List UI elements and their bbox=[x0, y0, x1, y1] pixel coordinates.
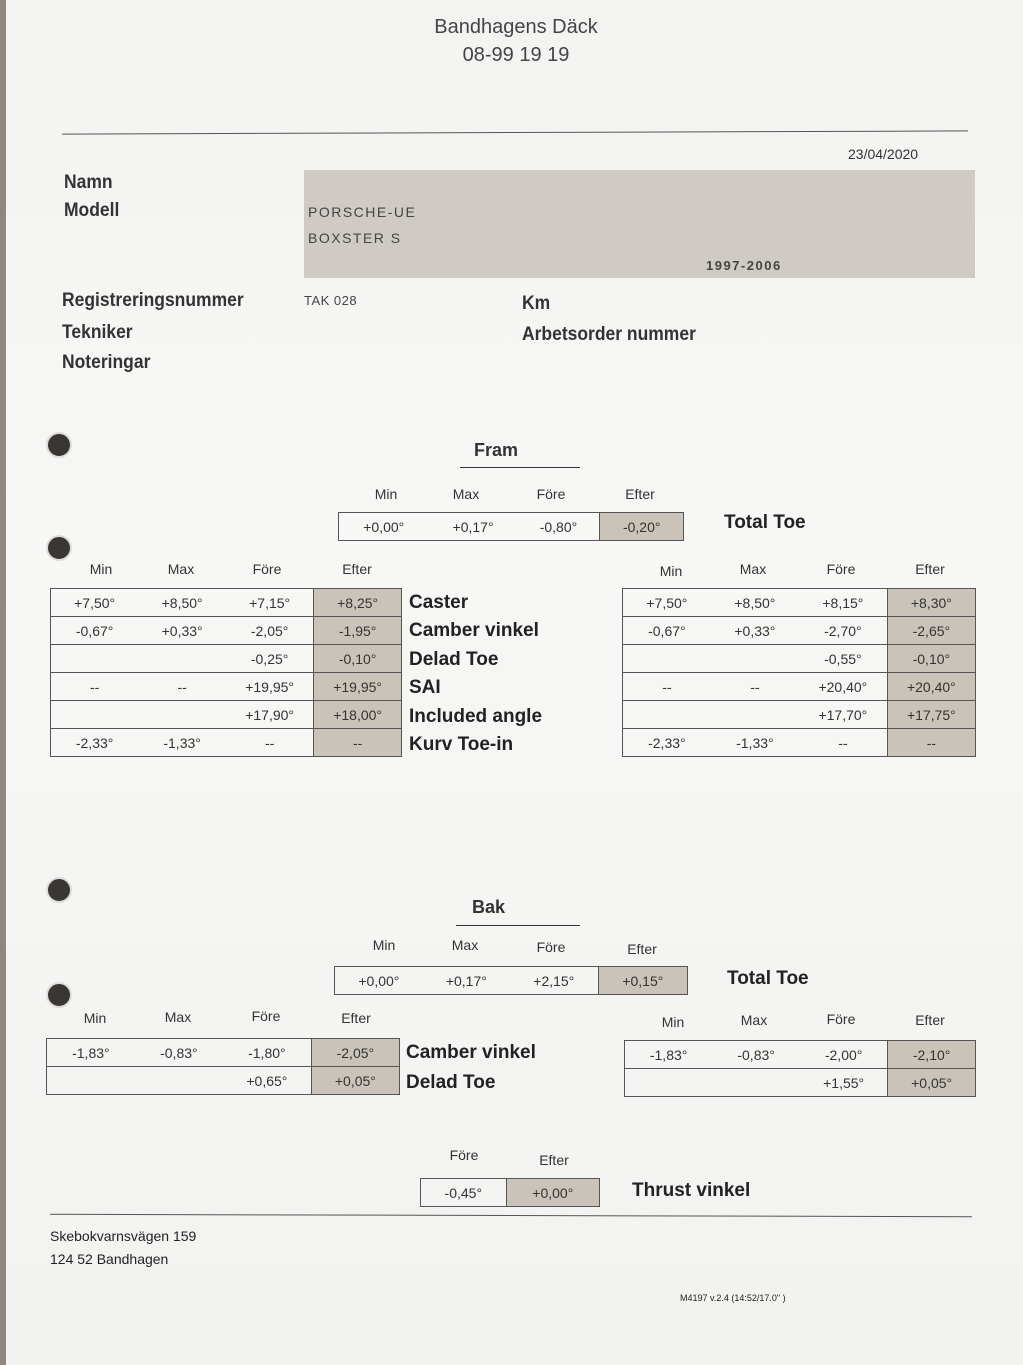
bak-left-min-cell: -1,83° bbox=[47, 1039, 135, 1067]
fram-total-toe-table bbox=[338, 512, 684, 541]
fram-left-max-cell bbox=[138, 701, 226, 729]
fram-right-fore-cell: +8,15° bbox=[799, 589, 887, 617]
fram-right-table bbox=[622, 588, 976, 757]
fram-row-label-sai: SAI bbox=[409, 677, 441, 698]
fram-left-min-cell: -0,67° bbox=[51, 617, 139, 645]
col-efter: Efter bbox=[915, 561, 945, 577]
model-box bbox=[304, 170, 975, 278]
table-row bbox=[51, 729, 402, 757]
table-row bbox=[625, 1069, 976, 1097]
bak-right-max-cell bbox=[712, 1069, 800, 1097]
bak-left-fore-cell: +0,65° bbox=[223, 1067, 311, 1095]
col-efter: Efter bbox=[341, 1010, 371, 1026]
bak-left-table bbox=[46, 1038, 400, 1095]
fram-right-fore-cell: -- bbox=[799, 729, 887, 757]
fram-right-max-cell bbox=[711, 645, 799, 673]
bak-total-toe-max: +0,17° bbox=[423, 967, 510, 995]
fram-left-efter-cell: +19,95° bbox=[314, 673, 402, 701]
fram-left-fore-cell: -- bbox=[226, 729, 314, 757]
col-efter: Efter bbox=[539, 1152, 569, 1168]
fram-left-fore-cell: +17,90° bbox=[226, 701, 314, 729]
bak-right-fore-cell: +1,55° bbox=[800, 1069, 888, 1097]
bak-total-toe-label: Total Toe bbox=[727, 968, 809, 989]
fram-total-toe-efter: -0,20° bbox=[600, 513, 684, 541]
table-row bbox=[47, 1039, 400, 1067]
fram-row-label-kurv-toe: Kurv Toe-in bbox=[409, 734, 514, 755]
col-fore: Före bbox=[251, 1008, 281, 1024]
col-fore: Före bbox=[449, 1147, 479, 1163]
table-row bbox=[623, 589, 976, 617]
col-max: Max bbox=[452, 486, 480, 502]
model-years: 1997-2006 bbox=[706, 258, 782, 273]
col-min: Min bbox=[372, 937, 396, 953]
binder-hole bbox=[46, 535, 72, 561]
footer-version: M4197 v.2.4 (14:52/17.0" ) bbox=[680, 1293, 786, 1303]
thrust-efter: +0,00° bbox=[506, 1179, 599, 1207]
fram-right-min-cell: -2,33° bbox=[623, 729, 711, 757]
binder-hole bbox=[46, 877, 72, 903]
col-fore: Före bbox=[826, 1011, 856, 1027]
table-row bbox=[623, 673, 976, 701]
fram-total-toe-min: +0,00° bbox=[339, 513, 429, 541]
col-fore: Före bbox=[826, 561, 856, 577]
table-row bbox=[51, 617, 402, 645]
fram-left-efter-cell: -1,95° bbox=[314, 617, 402, 645]
bak-total-toe-efter: +0,15° bbox=[598, 967, 687, 995]
table-row bbox=[625, 1041, 976, 1069]
fram-right-max-cell: -- bbox=[711, 673, 799, 701]
fram-left-fore-cell: +19,95° bbox=[226, 673, 314, 701]
col-min: Min bbox=[89, 561, 113, 577]
km-label: Km bbox=[522, 293, 551, 314]
footer-address-line2: 124 52 Bandhagen bbox=[50, 1251, 169, 1267]
table-row bbox=[51, 589, 402, 617]
bak-total-toe-min: +0,00° bbox=[335, 967, 423, 995]
table-row bbox=[623, 617, 976, 645]
fram-right-efter-cell: -2,65° bbox=[887, 617, 975, 645]
modell-label: Modell bbox=[64, 200, 120, 221]
fram-left-fore-cell: -2,05° bbox=[226, 617, 314, 645]
table-row bbox=[47, 1067, 400, 1095]
fram-right-min-cell: -- bbox=[623, 673, 711, 701]
col-min: Min bbox=[83, 1010, 107, 1026]
fram-right-fore-cell: +17,70° bbox=[799, 701, 887, 729]
col-min: Min bbox=[374, 486, 398, 502]
fram-right-efter-cell: -- bbox=[887, 729, 975, 757]
thrust-label: Thrust vinkel bbox=[632, 1180, 751, 1201]
fram-left-max-cell bbox=[138, 645, 226, 673]
fram-right-efter-cell: +8,30° bbox=[887, 589, 975, 617]
bak-left-fore-cell: -1,80° bbox=[223, 1039, 311, 1067]
table-row bbox=[51, 645, 402, 673]
bak-right-efter-cell: -2,10° bbox=[888, 1041, 976, 1069]
fram-left-efter-cell: +8,25° bbox=[314, 589, 402, 617]
report-date: 23/04/2020 bbox=[848, 146, 919, 162]
col-efter: Efter bbox=[915, 1012, 945, 1028]
bak-row-label-camber: Camber vinkel bbox=[406, 1042, 536, 1063]
fram-left-max-cell: +8,50° bbox=[138, 589, 226, 617]
fram-total-toe-fore: -0,80° bbox=[518, 513, 600, 541]
model-line1: PORSCHE-UE bbox=[308, 204, 417, 220]
fram-right-efter-cell: +20,40° bbox=[887, 673, 975, 701]
bak-left-max-cell bbox=[135, 1067, 223, 1095]
fram-right-min-cell bbox=[623, 645, 711, 673]
alignment-report-sheet bbox=[6, 0, 1023, 1365]
noteringar-label: Noteringar bbox=[62, 352, 151, 373]
table-row bbox=[623, 645, 976, 673]
fram-title: Fram bbox=[474, 440, 519, 460]
bak-total-toe-fore: +2,15° bbox=[510, 967, 598, 995]
fram-right-fore-cell: -0,55° bbox=[799, 645, 887, 673]
bak-right-fore-cell: -2,00° bbox=[800, 1041, 888, 1069]
fram-left-fore-cell: +7,15° bbox=[226, 589, 314, 617]
col-fore: Före bbox=[536, 486, 566, 502]
fram-left-max-cell: +0,33° bbox=[138, 617, 226, 645]
fram-left-min-cell: -- bbox=[51, 673, 139, 701]
fram-right-max-cell: +8,50° bbox=[711, 589, 799, 617]
col-fore: Före bbox=[536, 939, 566, 955]
fram-right-efter-cell: -0,10° bbox=[887, 645, 975, 673]
bak-left-efter-cell: -2,05° bbox=[311, 1039, 399, 1067]
bak-row-label-delad-toe: Delad Toe bbox=[406, 1072, 496, 1093]
fram-left-efter-cell: +18,00° bbox=[314, 701, 402, 729]
fram-left-table bbox=[50, 588, 402, 757]
bak-left-efter-cell: +0,05° bbox=[311, 1067, 399, 1095]
company-phone: 08-99 19 19 bbox=[462, 44, 570, 66]
fram-right-min-cell bbox=[623, 701, 711, 729]
fram-left-min-cell: -2,33° bbox=[51, 729, 139, 757]
fram-left-min-cell bbox=[51, 645, 139, 673]
thrust-fore: -0,45° bbox=[421, 1179, 507, 1207]
header-divider bbox=[62, 130, 968, 134]
bak-left-max-cell: -0,83° bbox=[135, 1039, 223, 1067]
table-row bbox=[623, 729, 976, 757]
fram-left-fore-cell: -0,25° bbox=[226, 645, 314, 673]
fram-right-max-cell bbox=[711, 701, 799, 729]
footer-address-line1: Skebokvarnsvägen 159 bbox=[50, 1228, 197, 1244]
col-max: Max bbox=[167, 561, 195, 577]
footer-divider bbox=[50, 1214, 972, 1217]
bak-title: Bak bbox=[472, 897, 506, 917]
bak-underline bbox=[456, 925, 580, 926]
bak-total-toe-table bbox=[334, 966, 688, 995]
reg-label: Registreringsnummer bbox=[62, 290, 244, 311]
binder-hole bbox=[46, 982, 72, 1008]
fram-right-fore-cell: +20,40° bbox=[799, 673, 887, 701]
col-max: Max bbox=[164, 1009, 192, 1025]
fram-left-max-cell: -- bbox=[138, 673, 226, 701]
fram-left-efter-cell: -0,10° bbox=[314, 645, 402, 673]
fram-row-label-caster: Caster bbox=[409, 592, 469, 613]
col-fore: Före bbox=[252, 561, 282, 577]
col-max: Max bbox=[740, 1012, 768, 1028]
fram-row-label-camber: Camber vinkel bbox=[409, 620, 539, 641]
col-max: Max bbox=[451, 937, 479, 953]
col-efter: Efter bbox=[342, 561, 372, 577]
company-name: Bandhagens Däck bbox=[434, 16, 598, 38]
fram-underline bbox=[460, 467, 580, 468]
reg-value: TAK 028 bbox=[304, 293, 358, 308]
binder-hole bbox=[46, 432, 72, 458]
namn-label: Namn bbox=[64, 172, 113, 193]
table-row bbox=[51, 673, 402, 701]
tekniker-label: Tekniker bbox=[62, 322, 133, 343]
table-row bbox=[623, 701, 976, 729]
bak-right-max-cell: -0,83° bbox=[712, 1041, 800, 1069]
fram-right-min-cell: +7,50° bbox=[623, 589, 711, 617]
fram-row-label-delad-toe: Delad Toe bbox=[409, 649, 499, 670]
fram-right-fore-cell: -2,70° bbox=[799, 617, 887, 645]
fram-left-max-cell: -1,33° bbox=[138, 729, 226, 757]
bak-right-min-cell: -1,83° bbox=[625, 1041, 713, 1069]
fram-total-toe-label: Total Toe bbox=[724, 512, 806, 533]
order-label: Arbetsorder nummer bbox=[522, 324, 696, 345]
model-line2: BOXSTER S bbox=[308, 230, 402, 246]
fram-right-max-cell: +0,33° bbox=[711, 617, 799, 645]
bak-right-min-cell bbox=[625, 1069, 713, 1097]
thrust-table bbox=[420, 1178, 600, 1207]
col-efter: Efter bbox=[625, 486, 655, 502]
col-min: Min bbox=[659, 563, 683, 579]
fram-row-label-included-angle: Included angle bbox=[409, 706, 543, 727]
col-max: Max bbox=[739, 561, 767, 577]
fram-left-min-cell: +7,50° bbox=[51, 589, 139, 617]
col-min: Min bbox=[661, 1014, 685, 1030]
fram-left-efter-cell: -- bbox=[314, 729, 402, 757]
fram-right-min-cell: -0,67° bbox=[623, 617, 711, 645]
fram-right-max-cell: -1,33° bbox=[711, 729, 799, 757]
bak-right-table bbox=[624, 1040, 976, 1097]
fram-left-min-cell bbox=[51, 701, 139, 729]
table-row bbox=[51, 701, 402, 729]
fram-total-toe-max: +0,17° bbox=[429, 513, 518, 541]
fram-right-efter-cell: +17,75° bbox=[887, 701, 975, 729]
col-efter: Efter bbox=[627, 941, 657, 957]
bak-left-min-cell bbox=[47, 1067, 135, 1095]
bak-right-efter-cell: +0,05° bbox=[888, 1069, 976, 1097]
